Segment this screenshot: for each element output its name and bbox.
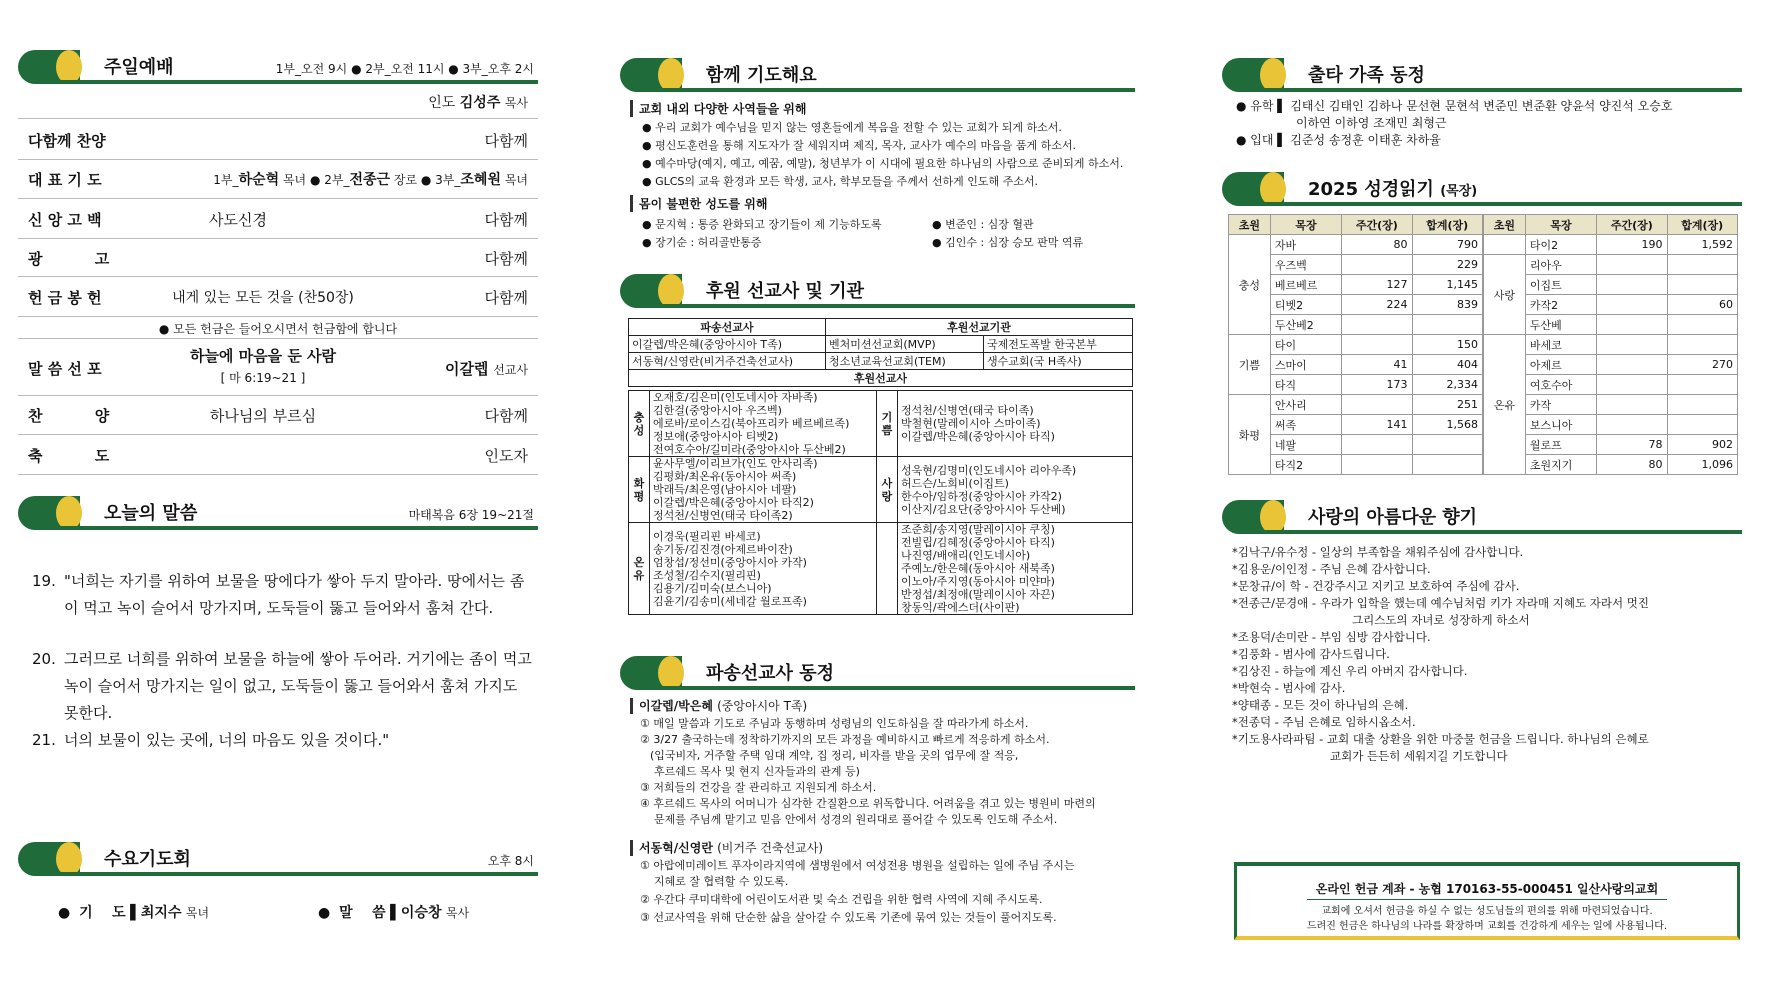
representative-prayer: 1부_하순혁 목녀 ● 2부_전종근 장로 ● 3부_조혜원 목녀: [213, 172, 528, 188]
worship-row: 축 도 인도자: [18, 434, 538, 475]
wednesday-word: ● 말 씀 ▌이승창 목사: [318, 905, 470, 921]
section-header-word: 오늘의 말씀 마태복음 6장 19~21절: [18, 496, 538, 530]
verse-21: 21. 너의 보물이 있는 곳에, 너의 마음도 있을 것이다.": [32, 731, 390, 749]
section-header-missionary: 파송선교사 동정: [620, 656, 1135, 690]
worship-row: 대 표 기 도 1부_하순혁 목녀 ● 2부_전종근 장로 ● 3부_조혜원 목녀: [18, 158, 538, 199]
section-header-family: 출타 가족 동정: [1222, 58, 1742, 92]
section-header-worship: [18, 50, 538, 84]
section-header-support: 후원 선교사 및 기관: [620, 274, 1135, 308]
pray-list: 교회 내외 다양한 사역들을 위해 ● 우리 교회가 예수님을 믿지 않는 영혼들에게 복음을 전할 수 있는 교회가 되게 하소서. ● 평신도훈련을 통해 지도자가 잘 세워지며 제직, 목자, 교사가 예수의 마음을 품게 하소서. ● 예수마당(예지, 예고, 예꿈, 예말), 청년부가 이 시대에 필요한 하나님의 사람으로 준비되게 하소서. ● GLCS의 교육 환경과 모든 학생, 교사, 학부모들을 주께서 선하게 인도해 주소서. 몸이 불편한 성도를 위해 ● 문지혁 : 통증 완화되고 장기들이 제 기능하도록 ● 장기순 : 허리골반통증 ● 변준인 : 심장 혈관 ● 김인수 : 심장 승모 판막 역류: [620, 96, 1135, 254]
support-table-groups: 충성 오재호/김은미(인도네시아 자바족) 김한걸(중앙아시아 우즈벡) 에로바/로이스김(북아프리카 베르베르족) 정보애(중앙아시아 티벳2) 전여호수아/길미라(중앙아시아 두산베2) 기쁨 정석천/신병연(태국 타이족) 박철현(말레이시아 스마이족) 이갈렙/박은혜(중앙아시아 타직) 화평 윤사무엘/이리브가(인도 안사리족) 김평화/최온유(동아시아 써족) 박래득/최은영(남아시아 네팔) 이갈렙/박은혜(중앙아시아 타직2) 정석천/신병연(태국 타이족2) 사랑 성욱현/김명미(인도네시아 리아우족) 허드슨/노희비(이집트) 한수아/임하정(중앙아시아 카작2) 이산지/김요단(중앙아시아 두산베) 온유 이경욱(필리핀 바세코) 송기동/김진경(아제르바이잔) 엄창섭/정선미(중앙아시아 카작) 조성철/김수지(필리핀) 김용기/김미숙(보스니아) 김윤기/김송미(세네갈 월로프족) 조준희/송지영(말레이시아 쿠칭) 전빌립/김혜정(중앙아시아 타직) 나진영/배애리(인도네시아) 주예노/한은혜(동아시아 새북족) 이노아/주지영(동아시아 미얀마) 반정섭/최정애(말레이시아 자끈) 창동익/곽에스더(사이판): [628, 390, 1133, 615]
section-header-bible: 2025 성경읽기 (목장): [1222, 172, 1742, 206]
missionary-news: 이갈렙/박은혜 (중앙아시아 T족) ① 매일 말씀과 기도로 주님과 동행하며 성령님의 인도하심을 잘 따라가게 하소서. ② 3/27 출국하는데 정착하기까지의 모든 과정을 예비하시고 빠르게 적응하게 하소서. (입국비자, 거주할 주택 임대 계약, 집 정리, 비자를 받을 곳의 업무에 잘 적응, 후르쉐드 목사 및 현지 신자들과의 관계 등) ③ 저희들의 건강을 잘 관리하고 지원되게 하소서. ④ 후르쉐드 목사의 어머니가 심각한 간질환으로 위독합니다. 어려움을 겪고 있는 병원비 마련의 문제를 주님께 맡기고 믿음 안에서 성경의 원리대로 풀어갈 수 있도록 인도해 주소서. 서동혁/신영란 (비거주 건축선교사) ① 아랍에미레이트 푸자이라지역에 샘병원에서 여성전용 병원을 설립하는 일에 주님 주시는 지혜로 잘 협력할 수 있도록. ② 우간다 쿠미대학에 어린이도서관 및 숙소 건립을 위한 협력 사역에 지혜 주시도록. ③ 선교사역을 위해 단순한 삶을 살아갈 수 있도록 기존에 묶여 있는 것들이 풀어지도록.: [620, 694, 1135, 926]
support-table-top: 파송선교사 후원선교기관 이갈렙/박은혜(중앙아시아 T족) 벤처미션선교회(MVP) 국제전도폭발 한국본부 서동혁/신영란(비거주건축선교사) 청소년교육선교회(TEM) 생수교회(국 H족사) 후원선교사: [628, 318, 1133, 387]
wednesday-prayer: ● 기 도 ▌최지수 목녀: [58, 905, 210, 921]
worship-row: 광 고 다함께: [18, 238, 538, 277]
worship-times: 1부_오전 9시 ● 2부_오전 11시 ● 3부_오후 2시: [275, 62, 534, 76]
worship-row: 찬 양 하나님의 부르심 다함께: [18, 394, 538, 435]
column-prayer: [620, 0, 1135, 992]
section-header-pray: 함께 기도해요: [620, 58, 1135, 92]
worship-row: 헌 금 봉 헌 내게 있는 모든 것을 (찬50장) 다함께: [18, 276, 538, 317]
offering-note: ● 모든 헌금은 들어오시면서 헌금함에 합니다: [158, 322, 398, 336]
worship-row-sermon: 말 씀 선 포 하늘에 마음을 둔 사람 [ 마 6:19~21 ] 이갈렙 선교사: [18, 338, 538, 396]
section-header-wednesday: 수요기도회 오후 8시: [18, 842, 538, 876]
worship-row: 다함께 찬양 다함께: [18, 118, 538, 160]
bible-table-left: 초원 목장 주간(장) 합계(장) 충성 자바 80 790 우즈벡 229 베르베르 127 1,145 티벳2 224 839 두산베2 기쁨 타이 150 스마이 41 404 타직 173 2,334 화평 안사리 251 써족 141 1,568 네팔 타직2: [1228, 214, 1483, 475]
worship-row: 신 앙 고 백 사도신경 다함께: [18, 198, 538, 239]
love-list: *김낙구/유수정 - 일상의 부족함을 채워주심에 감사합니다. *김용운/이인정 - 주님 은혜 감사합니다. *문창규/이 학 - 건강주시고 지키고 보호하여 주심에 감사. *전종근/문경애 - 우라가 입학을 했는데 예수님처럼 키가 자라매 지혜도 자라서 멋진 그리스도의 자녀로 성장하게 하소서 *조용덕/손미란 - 부임 심방 감사합니다. *김풍화 - 범사에 감사드립니다. *김상진 - 하늘에 계신 우리 아버지 감사합니다. *박현숙 - 범사에 감사. *양태종 - 모든 것이 하나님의 은혜. *전종덕 - 주님 은혜로 임하시옵소서. *기도용사라파팀 - 교회 대출 상환을 위한 마중물 헌금을 드립니다. 하나님의 은혜로 교회가 든든히 세워지길 기도합니다: [1232, 545, 1649, 763]
online-offering-box: 온라인 헌금 계좌 - 농협 170163-55-000451 일산사랑의교회 교회에 오셔서 헌금을 하실 수 없는 성도님들의 편의를 위해 마련되었습니다. 드려진 헌금은 하나님의 나라를 확장하며 교회를 건강하게 세우는 일에 사용됩니다.: [1234, 862, 1740, 940]
family-list: ● 유학 ▌ 김태신 김태인 김하나 문선현 문현석 변준민 변준환 양윤석 양진석 오승호 이하연 이하영 조재민 최형근 ● 입대 ▌ 김준성 송정훈 이태훈 차하율: [1236, 99, 1673, 147]
worship-title: 주일예배: [98, 53, 180, 79]
bible-table-right: 초원 목장 주간(장) 합계(장) 타이2 190 1,592 사랑 리아우 이집트 카작2 60 두산베 온유 바세코 아제르 270 여호수아 카작 보스니아 월로프 78 902 초원지기 80 1,096: [1483, 214, 1738, 475]
verse-19: 19. "너희는 자기를 위하여 보물을 땅에다가 쌓아 두지 말아라. 땅에서는 좀이 먹고 녹이 슬어서 망가지며, 도둑들이 뚫고 들어와서 훔쳐 간다.: [32, 572, 525, 617]
sermon-ref: [ 마 6:19~21 ]: [220, 371, 306, 385]
column-worship: [18, 0, 538, 992]
verse-20: 20. 그러므로 너희를 위하여 보물을 하늘에 쌓아 두어라. 거기에는 좀이 먹고 녹이 슬어서 망가지는 일이 없고, 도둑들이 뚫고 들어와서 훔쳐 가지도 못한다.: [32, 650, 532, 722]
column-news: [1222, 0, 1762, 992]
sermon-title: 하늘에 마음을 둔 사람: [189, 347, 337, 365]
section-header-love: 사랑의 아름다운 향기: [1222, 500, 1742, 534]
online-account: 온라인 헌금 계좌 - 농협 170163-55-000451 일산사랑의교회: [1315, 882, 1659, 896]
worship-leader: 인도 김성주 목사: [428, 95, 528, 111]
